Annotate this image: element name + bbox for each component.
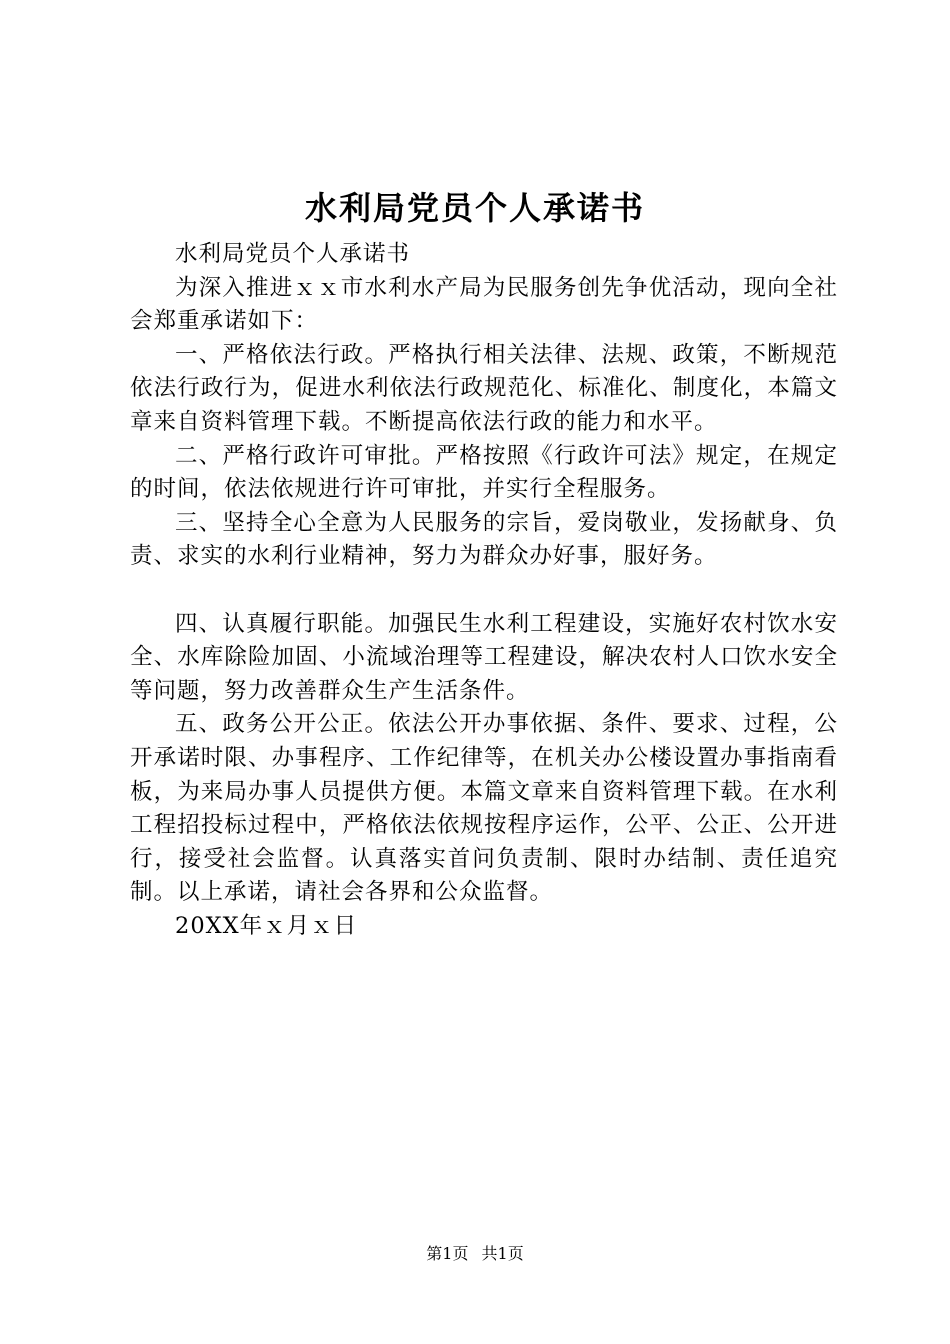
document-body [130, 238, 838, 943]
page-footer [0, 1244, 950, 1264]
paragraph-item-5: 五、政务公开公正。依法公开办事依据、条件、要求、过程，公开承诺时限、办事程序、工作纪律等，在机关办公楼设置办事指南看板，为来局办事人员提供方便。本篇文章来自资料管理下载。在水利工程招投标过程中，严格依法依规按程序运作，公平、公正、公开进行，接受社会监督。认真落实首问负责制、限时办结制、责任追究制。以上承诺，请社会各界和公众监督。 [130, 711, 838, 906]
page-number-current: 第1页 [426, 1244, 469, 1263]
paragraph-date: 20XX年ｘ月ｘ日 [175, 912, 358, 939]
paragraph-intro: 为深入推进ｘｘ市水利水产局为民服务创先争优活动，现向全社会郑重承诺如下： [130, 274, 838, 335]
document-title: 水利局党员个人承诺书 [304, 189, 645, 227]
paragraph-item-1: 一、严格依法行政。严格执行相关法律、法规、政策，不断规范依法行政行为，促进水利依法行政规范化、标准化、制度化，本篇文章来自资料管理下载。不断提高依法行政的能力和水平。 [130, 341, 838, 435]
paragraph-subtitle: 水利局党员个人承诺书 [175, 241, 411, 267]
paragraph-item-4: 四、认真履行职能。加强民生水利工程建设，实施好农村饮水安全、水库除险加固、小流域治理等工程建设，解决农村人口饮水安全等问题，努力改善群众生产生活条件。 [130, 610, 838, 704]
paragraph-item-2: 二、严格行政许可审批。严格按照《行政许可法》规定，在规定的时间，依法依规进行许可审批，并实行全程服务。 [130, 442, 838, 503]
paragraph-item-3: 三、坚持全心全意为人民服务的宗旨，爱岗敬业，发扬献身、负责、求实的水利行业精神，努力为群众办好事，服好务。 [130, 509, 838, 570]
page-number-total: 共1页 [481, 1244, 524, 1263]
